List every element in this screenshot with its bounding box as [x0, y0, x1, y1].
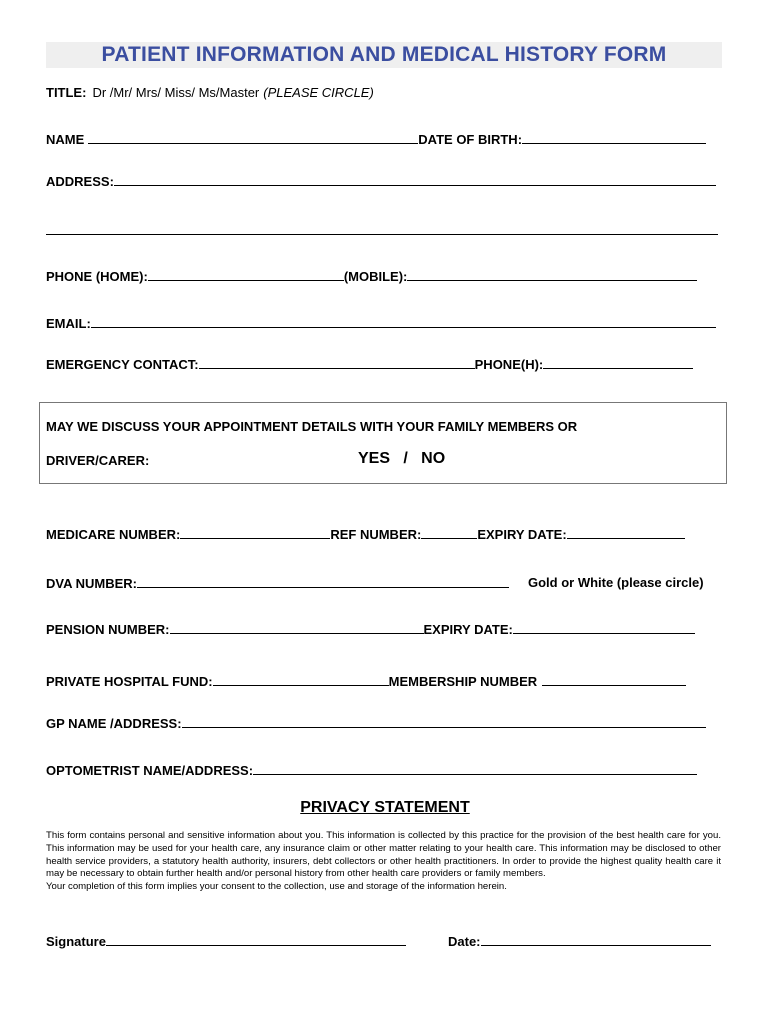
phone-h-label: PHONE(H): [474, 357, 544, 372]
membership-label: MEMBERSHIP NUMBER [388, 674, 538, 689]
ref-label: REF NUMBER: [330, 527, 422, 542]
pension-field[interactable] [170, 621, 424, 634]
date-label: Date: [448, 934, 481, 949]
address-label: ADDRESS: [46, 174, 114, 189]
email-label: EMAIL: [46, 316, 91, 331]
dva-field[interactable] [137, 575, 509, 588]
phone-h-field[interactable] [543, 356, 693, 369]
medicare-label: MEDICARE NUMBER: [46, 527, 181, 542]
medicare-row [46, 526, 685, 542]
emergency-contact-label: EMERGENCY CONTACT: [46, 357, 199, 372]
privacy-paragraph-1: This form contains personal and sensitive information about you. This information is collected by this practice for the provision of the best health care for you. This information may be used for your health care, any insurance claim or other matter relating to your health care. This information may be disclosed to other health service providers, a statutory health authority, insurers, debt collectors or other health practitioners. In order to provide the highest quality health care it may be necessary to obtain further health and/or personal history from other health care providers or family members. [46, 830, 721, 880]
email-row [46, 315, 716, 331]
title-options[interactable]: Dr /Mr/ Mrs/ Miss/ Ms/Master [92, 85, 260, 100]
form-title: PATIENT INFORMATION AND MEDICAL HISTORY FORM [101, 43, 667, 66]
title-label: TITLE: [46, 85, 87, 100]
yes-no-choice[interactable]: YES / NO [358, 450, 446, 467]
email-field[interactable] [91, 315, 716, 328]
mobile-field[interactable] [407, 268, 697, 281]
dva-label: DVA NUMBER: [46, 576, 137, 591]
expiry2-label: EXPIRY DATE: [423, 622, 513, 637]
consent-line2: DRIVER/CARER: [46, 453, 150, 468]
gold-white-option[interactable]: Gold or White (please circle) [528, 575, 704, 590]
form-title-bar [46, 42, 722, 68]
emergency-row [46, 356, 693, 372]
mobile-label: (MOBILE): [343, 269, 408, 284]
optometrist-field[interactable] [253, 762, 697, 775]
consent-question [46, 419, 577, 434]
signature-row [46, 933, 406, 949]
gp-label: GP NAME /ADDRESS: [46, 716, 182, 731]
dob-label: DATE OF BIRTH: [418, 132, 523, 147]
optometrist-label: OPTOMETRIST NAME/ADDRESS: [46, 763, 254, 778]
name-field[interactable] [88, 131, 418, 144]
phone-row [46, 268, 697, 284]
gp-field[interactable] [182, 715, 706, 728]
consent-box [39, 402, 727, 484]
privacy-paragraph-2: Your completion of this form implies your consent to the collection, use and storage of the information herein. [46, 881, 507, 893]
signature-label: Signature [46, 934, 106, 949]
phone-home-label: PHONE (HOME): [46, 269, 148, 284]
name-row [46, 131, 706, 147]
phone-home-field[interactable] [148, 268, 344, 281]
pension-row [46, 621, 695, 637]
private-fund-row [46, 673, 686, 689]
name-label: NAME [46, 132, 85, 147]
date-row [448, 933, 711, 949]
dva-row [46, 575, 509, 591]
title-hint: (PLEASE CIRCLE) [263, 85, 374, 100]
private-fund-field[interactable] [213, 673, 389, 686]
privacy-heading-wrap [0, 799, 770, 817]
gp-row [46, 715, 706, 731]
address-field[interactable] [114, 173, 716, 186]
expiry1-label: EXPIRY DATE: [477, 527, 567, 542]
private-fund-label: PRIVATE HOSPITAL FUND: [46, 674, 213, 689]
address-field-line2[interactable] [46, 222, 718, 235]
ref-field[interactable] [421, 526, 477, 539]
date-field[interactable] [481, 933, 711, 946]
dob-field[interactable] [522, 131, 706, 144]
consent-line2-row [46, 453, 149, 468]
medicare-field[interactable] [180, 526, 330, 539]
title-row [46, 85, 374, 100]
signature-field[interactable] [106, 933, 406, 946]
address-row [46, 173, 716, 189]
pension-label: PENSION NUMBER: [46, 622, 170, 637]
consent-line1: MAY WE DISCUSS YOUR APPOINTMENT DETAILS WITH YOUR FAMILY MEMBERS OR [46, 419, 578, 434]
membership-field[interactable] [542, 673, 686, 686]
privacy-statement [46, 830, 721, 894]
emergency-contact-field[interactable] [199, 356, 475, 369]
expiry1-field[interactable] [567, 526, 685, 539]
privacy-heading: PRIVACY STATEMENT [300, 799, 470, 816]
expiry2-field[interactable] [513, 621, 695, 634]
gold-white-row [528, 575, 704, 590]
optometrist-row [46, 762, 697, 778]
